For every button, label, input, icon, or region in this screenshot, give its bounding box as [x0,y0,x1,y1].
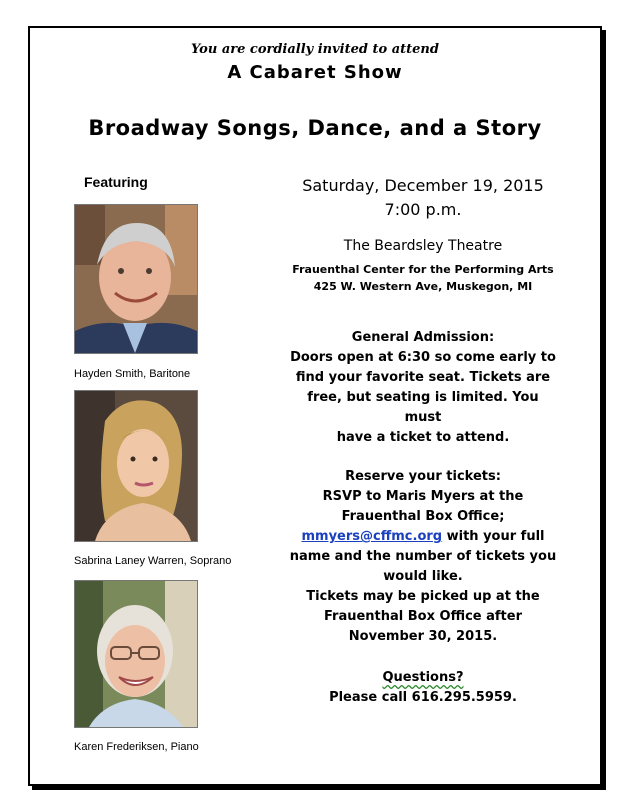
email-link[interactable]: mmyers@cffmc.org [301,529,443,544]
performer-caption: Karen Frederiksen, Piano [74,741,199,753]
performer-photo-sabrina [74,390,198,542]
questions-block [288,668,558,708]
performer-photo-karen [74,580,198,728]
event-address: 425 W. Western Ave, Muskegon, MI [313,280,533,293]
reserve-line: Tickets may be picked up at the [306,589,540,604]
show-title: A Cabaret Show [227,62,403,83]
reserve-heading: Reserve your tickets: [345,469,501,484]
event-venue-block [288,261,558,295]
reserve-line: RSVP to Maris Myers at the [322,489,524,504]
performer-caption: Hayden Smith, Baritone [74,368,191,380]
questions-heading: Questions? [382,670,464,685]
event-time: 7:00 p.m. [384,200,462,219]
featuring-label: Featuring [84,174,148,190]
reserve-email-suffix: with your full [442,529,545,544]
admission-line: Doors open at 6:30 so come early to [290,350,556,365]
reserve-line: name and the number of tickets you [289,549,557,564]
reserve-line: would like. [383,569,463,584]
event-theatre: The Beardsley Theatre [343,238,503,254]
headline: Broadway Songs, Dance, and a Story [88,116,542,140]
flyer-frame [28,26,602,786]
invite-line: You are cordially invited to attend [191,42,439,57]
admission-line: find your favorite seat. Tickets are [295,370,551,385]
reserve-line: Frauenthal Box Office; [341,509,505,524]
reserve-line: Frauenthal Box Office after [323,609,522,624]
event-date: Saturday, December 19, 2015 [302,176,544,195]
reserve-line: November 30, 2015. [348,629,498,644]
event-venue: Frauenthal Center for the Performing Arts [292,263,554,276]
admission-heading: General Admission: [351,330,495,345]
reserve-block [288,467,558,647]
admission-line: free, but seating is limited. You must [307,390,539,425]
admission-line: have a ticket to attend. [336,430,510,445]
reserve-email-line [288,527,558,547]
admission-block [288,328,558,448]
questions-line: Please call 616.295.5959. [329,690,517,705]
performer-caption: Sabrina Laney Warren, Soprano [74,555,232,567]
event-date-block [288,174,558,222]
performer-photo-hayden [74,204,198,354]
